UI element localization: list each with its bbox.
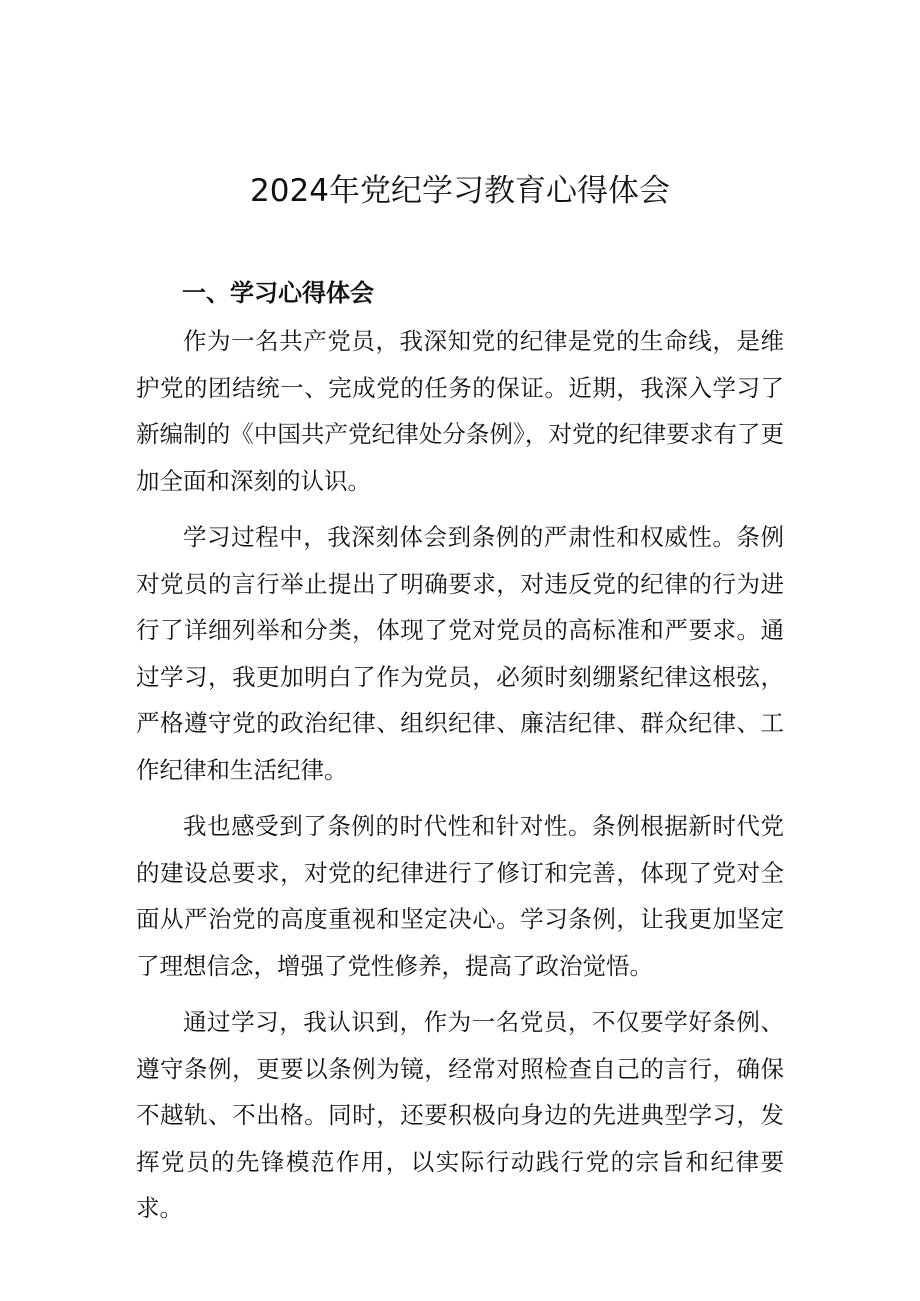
paragraph-4: 通过学习，我认识到，作为一名党员，不仅要学好条例、遵守条例，更要以条例为镜，经常对照检查自己的言行，确保不越轨、不出格。同时，还要积极向身边的先进典型学习，发挥党员的先锋模范作用，以实际行动践行党的宗旨和纪律要求。 <box>136 1008 784 1222</box>
paragraph-1: 作为一名共产党员，我深知党的纪律是党的生命线，是维护党的团结统一、完成党的任务的保证。近期，我深入学习了新编制的《中国共产党纪律处分条例》，对党的纪律要求有了更加全面和深刻的认识。 <box>136 327 784 495</box>
document-title: 2024年党纪学习教育心得体会 <box>250 173 670 209</box>
document-body <box>136 318 784 1242</box>
paragraph-3: 我也感受到了条例的时代性和针对性。条例根据新时代党的建设总要求，对党的纪律进行了修订和完善，体现了党对全面从严治党的高度重视和坚定决心。学习条例，让我更加坚定了理想信念，增强了党性修养，提高了政治觉悟。 <box>136 812 784 980</box>
paragraph-2: 学习过程中，我深刻体会到条例的严肃性和权威性。条例对党员的言行举止提出了明确要求，对违反党的纪律的行为进行了详细列举和分类，体现了党对党员的高标准和严要求。通过学习，我更加明白了作为党员，必须时刻绷紧纪律这根弦，严格遵守党的政治纪律、组织纪律、廉洁纪律、群众纪律、工作纪律和生活纪律。 <box>136 523 784 784</box>
section-heading: 一、学习心得体会 <box>182 279 374 307</box>
